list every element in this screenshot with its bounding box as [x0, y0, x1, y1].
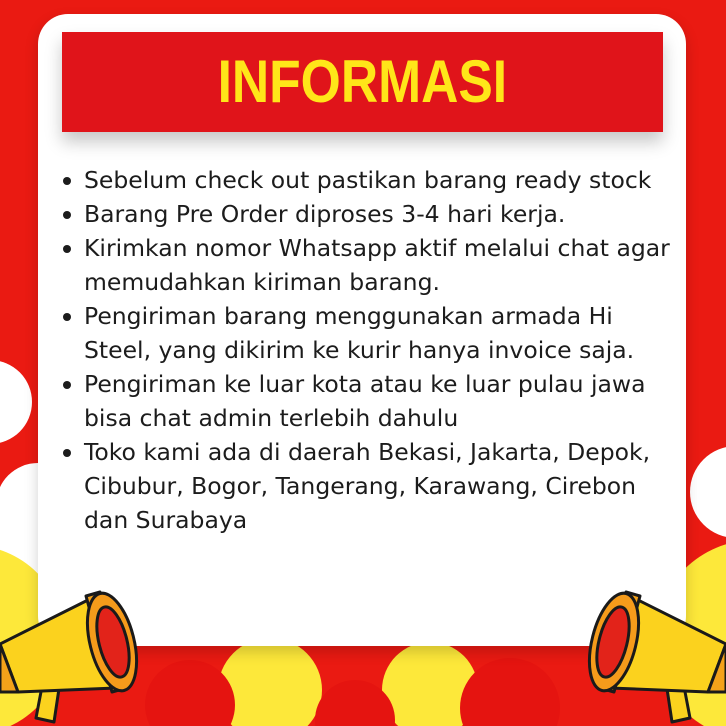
info-item-text: Pengiriman barang menggunakan armada Hi Steel, yang dikirim ke kurir hanya invoice saja. [84, 302, 635, 364]
right-cloud-shape [690, 446, 726, 538]
page-title: INFORMASI [217, 48, 508, 115]
info-item-text: Barang Pre Order diproses 3-4 hari kerja. [84, 200, 566, 228]
info-item [62, 435, 674, 537]
bullet-icon [63, 449, 71, 457]
info-item-text: Toko kami ada di daerah Bekasi, Jakarta, Depok, Cibubur, Bogor, Tangerang, Karawang, Cirebon dan Surabaya [84, 438, 651, 534]
megaphone-icon [0, 584, 150, 726]
bottom-red-bubble [460, 658, 560, 726]
info-item [62, 299, 674, 367]
left-cloud-shape [0, 360, 32, 444]
info-item-text: Sebelum check out pastikan barang ready stock [84, 166, 652, 194]
bottom-red-bubble [145, 660, 235, 726]
info-list [62, 163, 674, 537]
bullet-icon [63, 177, 71, 185]
info-item [62, 367, 674, 435]
bullet-icon [63, 381, 71, 389]
megaphone-icon [576, 584, 726, 726]
info-item-text: Kirimkan nomor Whatsapp aktif melalui chat agar memudahkan kiriman barang. [84, 234, 670, 296]
info-item-text: Pengiriman ke luar kota atau ke luar pulau jawa bisa chat admin terlebih dahulu [84, 370, 646, 432]
bullet-icon [63, 313, 71, 321]
bullet-icon [63, 245, 71, 253]
info-item [62, 197, 674, 231]
info-item [62, 231, 674, 299]
title-banner [62, 32, 663, 132]
info-item [62, 163, 674, 197]
bullet-icon [63, 211, 71, 219]
